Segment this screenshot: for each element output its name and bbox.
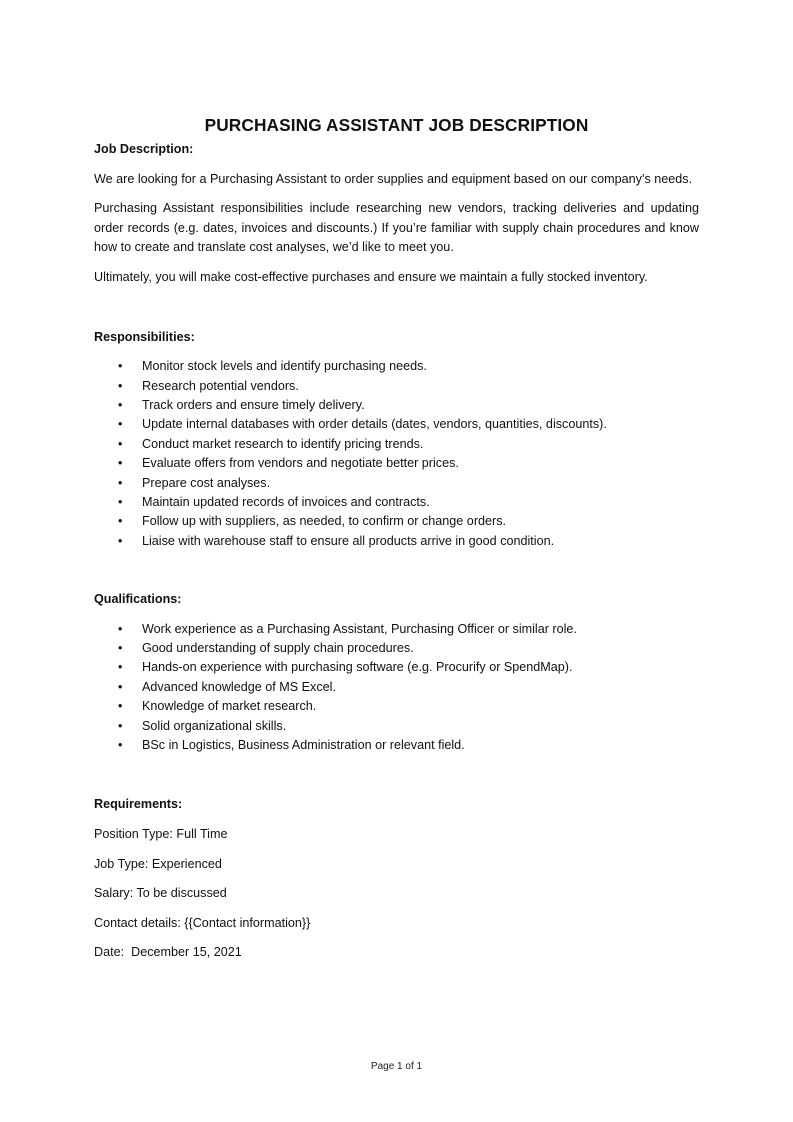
list-item	[94, 357, 699, 376]
job-type-line: Job Type: Experienced	[94, 856, 222, 871]
page-number-footer: Page 1 of 1	[370, 1061, 423, 1072]
list-item	[94, 736, 699, 755]
list-item-text: Update internal databases with order details (dates, vendors, quantities, discounts).	[142, 417, 607, 432]
list-item-text: Evaluate offers from vendors and negotiate better prices.	[142, 456, 459, 471]
list-item	[94, 532, 699, 551]
contact-details-line: Contact details: {{Contact information}}	[94, 915, 311, 930]
bullet-icon: •	[118, 699, 123, 714]
responsibilities-list	[94, 357, 699, 551]
list-item-text: Solid organizational skills.	[142, 718, 287, 733]
list-item	[94, 678, 699, 697]
bullet-icon: •	[118, 417, 123, 432]
list-item-text: Research potential vendors.	[142, 378, 299, 393]
list-item	[94, 717, 699, 736]
list-item-text: BSc in Logistics, Business Administration or relevant field.	[142, 738, 465, 752]
position-type-line: Position Type: Full Time	[94, 826, 228, 841]
document-body	[94, 114, 699, 963]
list-item	[94, 396, 699, 415]
list-item-text: Conduct market research to identify pricing trends.	[142, 436, 424, 451]
list-item-text: Knowledge of market research.	[142, 699, 317, 714]
qualifications-heading: Qualifications:	[94, 592, 182, 607]
bullet-icon: •	[118, 718, 123, 733]
list-item-text: Good understanding of supply chain procedures.	[142, 641, 414, 656]
bullet-icon: •	[118, 621, 123, 636]
list-item	[94, 454, 699, 473]
bullet-icon: •	[118, 514, 123, 529]
list-item	[94, 415, 699, 434]
list-item	[94, 435, 699, 454]
list-item-text: Work experience as a Purchasing Assistant, Purchasing Officer or similar role.	[142, 621, 577, 636]
bullet-icon: •	[118, 494, 123, 509]
list-item	[94, 697, 699, 716]
bullet-icon: •	[118, 679, 123, 694]
list-item	[94, 512, 699, 531]
list-item	[94, 658, 699, 677]
list-item-text: Monitor stock levels and identify purchasing needs.	[142, 359, 427, 374]
job-description-paragraph: Purchasing Assistant responsibilities include researching new vendors, tracking deliveries and updating order records (e.g. dates, invoices and discounts.) If you’re familiar with supply chain procedures and know how to create and translate cost analyses, we’d like to meet you.	[94, 201, 699, 255]
list-item	[94, 639, 699, 658]
bullet-icon: •	[118, 641, 123, 656]
bullet-icon: •	[118, 660, 123, 675]
list-item	[94, 620, 699, 639]
list-item-text: Follow up with suppliers, as needed, to confirm or change orders.	[142, 514, 507, 529]
bullet-icon: •	[118, 738, 123, 752]
date-line: Date: December 15, 2021	[94, 945, 242, 960]
bullet-icon: •	[118, 378, 123, 393]
list-item-text: Track orders and ensure timely delivery.	[142, 397, 365, 412]
bullet-icon: •	[118, 359, 123, 374]
responsibilities-heading: Responsibilities:	[94, 329, 195, 344]
qualifications-list	[94, 620, 699, 756]
list-item-text: Advanced knowledge of MS Excel.	[142, 679, 336, 694]
salary-line: Salary: To be discussed	[94, 886, 227, 901]
bullet-icon: •	[118, 436, 123, 451]
list-item	[94, 377, 699, 396]
list-item-text: Maintain updated records of invoices and contracts.	[142, 494, 430, 509]
bullet-icon: •	[118, 475, 123, 490]
bullet-icon: •	[118, 456, 123, 471]
list-item-text: Liaise with warehouse staff to ensure all products arrive in good condition.	[142, 533, 555, 548]
job-description-heading: Job Description:	[94, 142, 194, 156]
bullet-icon: •	[118, 397, 123, 412]
list-item	[94, 493, 699, 512]
bullet-icon: •	[118, 533, 123, 548]
list-item-text: Hands-on experience with purchasing software (e.g. Procurify or SpendMap).	[142, 660, 573, 675]
job-description-paragraph: Ultimately, you will make cost-effective purchases and ensure we maintain a fully stocked inventory.	[94, 269, 648, 284]
list-item-text: Prepare cost analyses.	[142, 475, 271, 490]
job-description-paragraph: We are looking for a Purchasing Assistant to order supplies and equipment based on our company’s needs.	[94, 171, 693, 186]
requirements-heading: Requirements:	[94, 797, 183, 812]
document-title: PURCHASING ASSISTANT JOB DESCRIPTION	[204, 115, 589, 135]
list-item	[94, 474, 699, 493]
